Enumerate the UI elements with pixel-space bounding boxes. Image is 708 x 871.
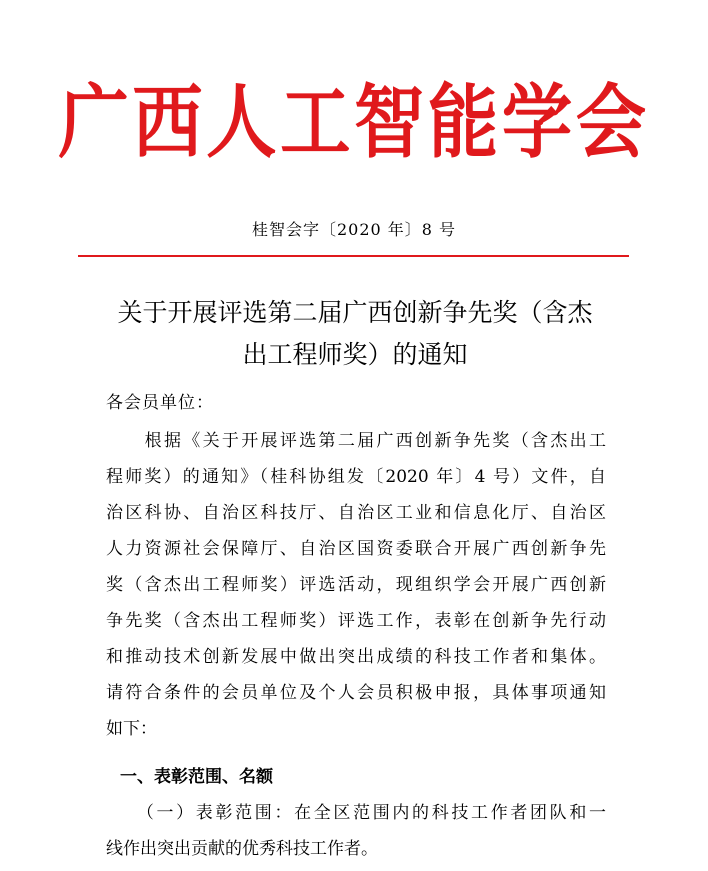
body-line: 请符合条件的会员单位及个人会员积极申报，具体事项通知 (106, 683, 606, 703)
body-line: 奖（含杰出工程师奖）评选活动，现组织学会开展广西创新 (106, 575, 606, 595)
body-line: 争先奖（含杰出工程师奖）评选工作，表彰在创新争先行动 (106, 611, 606, 631)
red-divider-line (78, 255, 629, 257)
notice-title (90, 292, 620, 376)
document-number: 桂智会字〔2020 年〕8 号 (251, 220, 457, 239)
salutation: 各会员单位： (106, 393, 214, 413)
body-line: 如下： (106, 719, 157, 739)
body-line: （一）表彰范围：在全区范围内的科技工作者团队和一 (106, 803, 606, 823)
notice-title-line-2: 出工程师奖）的通知 (242, 340, 468, 369)
section-heading: 一、表彰范围、名额 (120, 767, 273, 787)
notice-title-line-1: 关于开展评选第二届广西创新争先奖（含杰 (117, 298, 593, 327)
body-line: 线作出突出贡献的优秀科技工作者。 (106, 839, 378, 859)
org-name: 广西人工智能学会 (58, 75, 650, 169)
body-line: 程师奖）的通知》（桂科协组发〔2020 年〕4 号）文件，自 (106, 467, 606, 487)
body-line: 和推动技术创新发展中做出突出成绩的科技工作者和集体。 (106, 647, 606, 667)
body-line: 人力资源社会保障厅、自治区国资委联合开展广西创新争先 (106, 539, 606, 559)
body-line: 根据《关于开展评选第二届广西创新争先奖（含杰出工 (106, 431, 606, 451)
body-line: 治区科协、自治区科技厅、自治区工业和信息化厅、自治区 (106, 503, 606, 523)
